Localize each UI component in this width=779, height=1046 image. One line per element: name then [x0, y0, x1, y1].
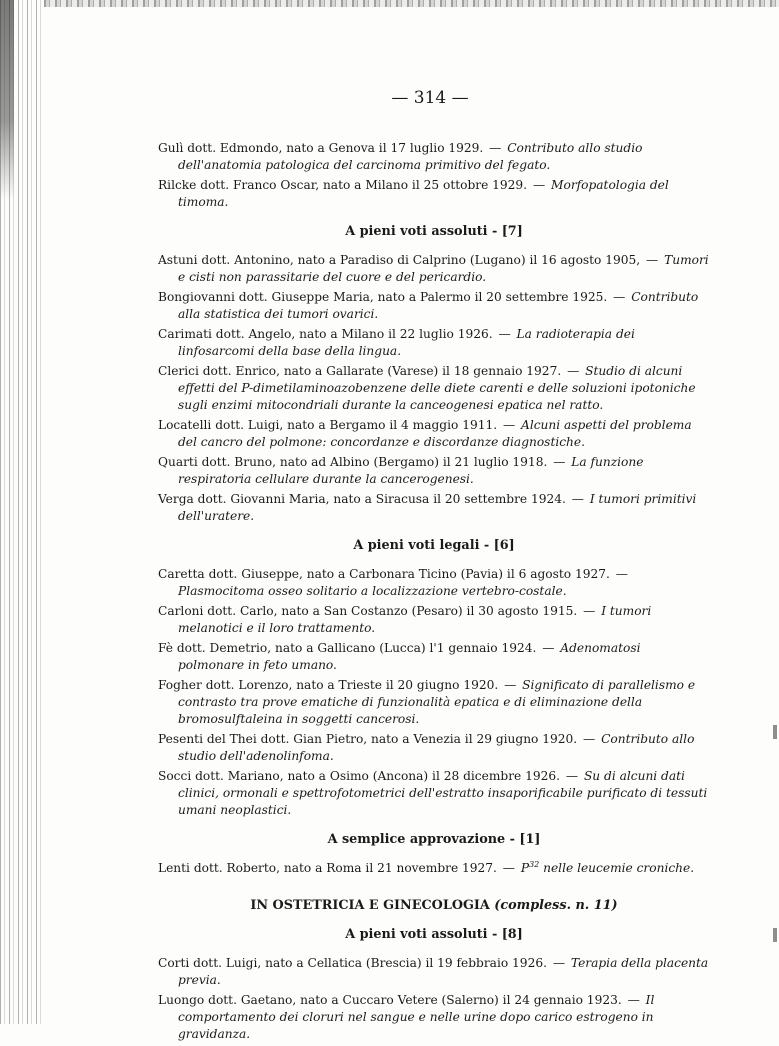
section-ostetricia	[158, 897, 710, 914]
title-text: La funzione respiratoria cellulare durante la cancerogenesi.	[178, 455, 644, 486]
entry-author: Astuni dott. Antonino, nato a Paradiso di Calprino (Lugano) il 16 agosto 1905,	[158, 253, 641, 267]
entry-separator: —	[615, 567, 628, 581]
entry-separator: —	[552, 956, 566, 970]
entry-separator: —	[489, 141, 502, 155]
title-text: Contributo alla statistica dei tumori ovarici.	[178, 290, 699, 321]
entry-author: Fogher dott. Lorenzo, nato a Trieste il 20 giugno 1920.	[158, 678, 499, 692]
entry-separator: —	[613, 290, 626, 304]
title-text: Su di alcuni dati clinici, ormonali e spettrofotometrici dell'estratto insaporificabile purificato di tessuti umani neoplastici.	[178, 769, 708, 817]
title-superscript: 32	[529, 859, 540, 869]
entry-author: Luongo dott. Gaetano, nato a Cuccaro Vetere (Salerno) il 24 gennaio 1923.	[158, 993, 622, 1007]
section-title: IN OSTETRICIA E GINECOLOGIA	[250, 898, 490, 913]
entry-author: Carloni dott. Carlo, nato a San Costanzo (Pesaro) il 30 agosto 1915.	[158, 604, 578, 618]
entry-separator: —	[502, 418, 516, 432]
title-text: Terapia della placenta previa.	[178, 956, 709, 987]
entry-author: Fè dott. Demetrio, nato a Gallicano (Lucca) l'1 gennaio 1924.	[158, 641, 537, 655]
title-text: Alcuni aspetti del problema del cancro del polmone: concordanze e discordanze diagnostiche.	[178, 418, 692, 449]
entry-guli	[158, 140, 710, 174]
thesis-list	[158, 140, 710, 1046]
heading-assoluti-8: A pieni voti assoluti - [8]	[345, 927, 523, 942]
entry-rilcke	[158, 177, 710, 211]
page-number: — 314 —	[391, 88, 469, 108]
title-text: Significato di parallelismo e contrasto tra prove ematiche di funzionalità epatica e di eliminazione della bromosulftaleina in soggetti cancerosi.	[178, 678, 696, 726]
entry-author: Clerici dott. Enrico, nato a Gallarate (Varese) il 18 gennaio 1927.	[158, 364, 562, 378]
entry-fe	[158, 640, 710, 674]
entry-clerici	[158, 363, 710, 414]
entry-caretta	[158, 566, 710, 600]
entry-locatelli	[158, 417, 710, 451]
entry-separator: —	[532, 178, 546, 192]
entry-carimati	[158, 326, 710, 360]
title-text: I tumori primitivi dell'uratere.	[178, 492, 697, 523]
entry-socci	[158, 768, 710, 819]
entry-separator: —	[502, 861, 515, 875]
entry-author: Verga dott. Giovanni Maria, nato a Siracusa il 20 settembre 1924.	[158, 492, 566, 506]
entry-fogher	[158, 677, 710, 728]
title-text: Studio di alcuni effetti del P-dimetilaminoazobenzene delle diete carenti e delle soluzioni ipotoniche sugli enzimi mitocondriali durante la canceogenesi epatica nel ratto.	[178, 364, 696, 412]
entry-author: Socci dott. Mariano, nato a Osimo (Ancona) il 28 dicembre 1926.	[158, 769, 561, 783]
title-text: Morfopatologia del timoma.	[178, 178, 669, 209]
entry-thesis-title	[521, 861, 694, 875]
title-text: nelle leucemie croniche.	[539, 861, 695, 875]
entry-separator: —	[498, 327, 511, 341]
entry-verga	[158, 491, 710, 525]
entry-separator: —	[565, 769, 579, 783]
entry-author: Pesenti del Thei dott. Gian Pietro, nato a Venezia il 29 giugno 1920.	[158, 732, 578, 746]
entry-lenti	[158, 860, 710, 877]
entry-corti	[158, 955, 710, 989]
entry-luongo	[158, 992, 710, 1043]
entry-author: Caretta dott. Giuseppe, nato a Carbonara Ticino (Pavia) il 6 agosto 1927.	[158, 567, 610, 581]
heading-semplice-1: A semplice approvazione - [1]	[327, 832, 541, 847]
heading-legali-6: A pieni voti legali - [6]	[353, 538, 515, 553]
title-text: Il comportamento dei cloruri nel sangue e nelle urine dopo carico estrogeno in gravidanza.	[178, 993, 655, 1041]
entry-separator: —	[583, 604, 596, 618]
entry-separator: —	[583, 732, 596, 746]
entry-separator: —	[627, 993, 640, 1007]
section-count: (compless. n. 11)	[494, 898, 618, 913]
entry-separator: —	[542, 641, 555, 655]
entry-separator: —	[504, 678, 517, 692]
entry-separator: —	[567, 364, 580, 378]
entry-separator: —	[571, 492, 584, 506]
title-text: La radioterapia dei linfosarcomi della base della lingua.	[178, 327, 635, 358]
entry-author: Lenti dott. Roberto, nato a Roma il 21 novembre 1927.	[158, 861, 497, 875]
title-text: Contributo allo studio dell'adenolinfoma.	[178, 732, 695, 763]
title-text: Tumori e cisti non parassitarie del cuore e del pericardio.	[178, 253, 709, 284]
entry-separator: —	[646, 253, 659, 267]
entry-astuni	[158, 252, 710, 286]
entry-author: Quarti dott. Bruno, nato ad Albino (Bergamo) il 21 luglio 1918.	[158, 455, 548, 469]
title-text: Plasmocitoma osseo solitario a localizzazione vertebro-costale.	[178, 584, 567, 598]
entry-author: Corti dott. Luigi, nato a Cellatica (Brescia) il 19 febbraio 1926.	[158, 956, 547, 970]
entry-author: Carimati dott. Angelo, nato a Milano il 22 luglio 1926.	[158, 327, 493, 341]
entry-separator: —	[553, 455, 566, 469]
entry-author: Bongiovanni dott. Giuseppe Maria, nato a Palermo il 20 settembre 1925.	[158, 290, 608, 304]
scan-mark-right	[773, 725, 777, 739]
entry-bongiovanni	[158, 289, 710, 323]
heading-assoluti-7: A pieni voti assoluti - [7]	[345, 224, 523, 239]
title-text: Contributo allo studio dell'anatomia patologica del carcinoma primitivo del fegato.	[178, 141, 643, 172]
title-text: I tumori melanotici e il loro trattamento.	[178, 604, 652, 635]
title-text: Adenomatosi polmonare in feto umano.	[178, 641, 641, 672]
scan-mark-right	[773, 928, 777, 942]
entry-author: Rilcke dott. Franco Oscar, nato a Milano il 25 ottobre 1929.	[158, 178, 528, 192]
entry-author: Locatelli dott. Luigi, nato a Bergamo il 4 maggio 1911.	[158, 418, 498, 432]
entry-carloni	[158, 603, 710, 637]
scan-shadow-top	[44, 0, 779, 7]
entry-author: Gulì dott. Edmondo, nato a Genova il 17 luglio 1929.	[158, 141, 484, 155]
entry-pesenti	[158, 731, 710, 765]
entry-quarti	[158, 454, 710, 488]
entry-thesis-title	[178, 584, 567, 598]
title-prefix: P	[520, 861, 530, 875]
